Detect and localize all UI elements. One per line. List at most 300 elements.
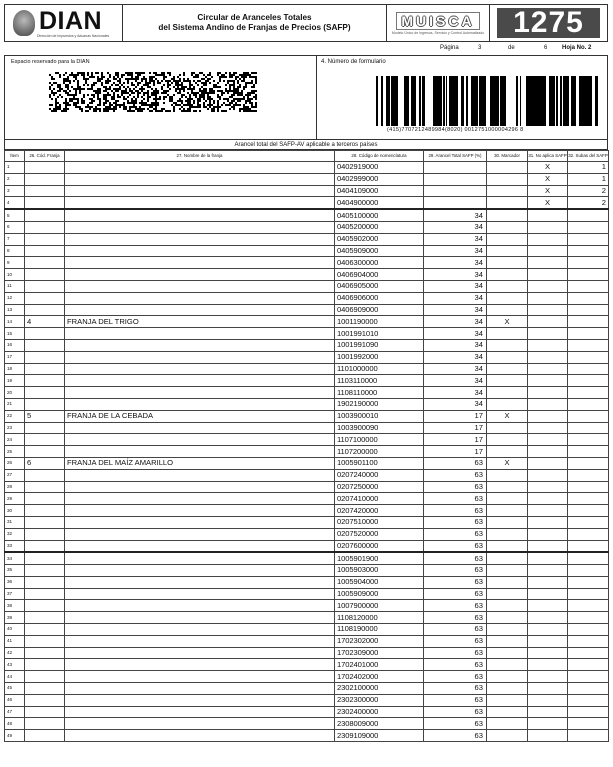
table-section-title: Arancel total del SAFP-AV aplicable a terceros países: [4, 140, 608, 150]
cell-item: 31: [5, 516, 25, 528]
cell-code: 0405902000: [335, 233, 424, 245]
form-number-field: [317, 56, 607, 139]
table-row: [5, 221, 609, 233]
cell-name: FRANJA DE LA CEBADA: [65, 410, 335, 422]
cell-mark: [487, 209, 528, 221]
cell-mark: [487, 245, 528, 257]
cell-noap: [528, 718, 568, 730]
cell-name: [65, 718, 335, 730]
cell-mark: [487, 339, 528, 351]
table-row: [5, 718, 609, 730]
cell-code: 1103110000: [335, 375, 424, 387]
sheet-number: Hoja No. 2: [562, 45, 592, 51]
table-row: [5, 635, 609, 647]
table-row: [5, 209, 609, 221]
cell-rate: 63: [424, 683, 487, 695]
cell-cod: [25, 185, 65, 197]
cell-noap: [528, 469, 568, 481]
cell-noap: [528, 257, 568, 269]
cell-noap: [528, 552, 568, 564]
cell-code: 2302300000: [335, 694, 424, 706]
cell-sub: [568, 257, 609, 269]
cell-noap: [528, 304, 568, 316]
page-label: Página: [440, 45, 459, 51]
cell-cod: [25, 565, 65, 577]
cell-item: 48: [5, 718, 25, 730]
table-row: [5, 233, 609, 245]
table-row: [5, 671, 609, 683]
table-row: [5, 446, 609, 458]
table-row: [5, 257, 609, 269]
cell-noap: [528, 363, 568, 375]
cell-rate: 63: [424, 576, 487, 588]
table-row: [5, 304, 609, 316]
cell-item: 47: [5, 706, 25, 718]
cell-noap: [528, 671, 568, 683]
cell-rate: 63: [424, 659, 487, 671]
cell-code: 1108120000: [335, 612, 424, 624]
cell-rate: 34: [424, 221, 487, 233]
cell-code: 0404109000: [335, 185, 424, 197]
cell-item: 6: [5, 221, 25, 233]
cell-cod: [25, 269, 65, 281]
2d-barcode-icon: [49, 72, 257, 112]
table-row: [5, 375, 609, 387]
cell-mark: [487, 233, 528, 245]
cell-rate: 63: [424, 540, 487, 552]
cell-mark: [487, 257, 528, 269]
cell-mark: [487, 434, 528, 446]
cell-mark: [487, 600, 528, 612]
reserved-label: Espacio reservado para la DIAN: [11, 59, 90, 65]
cell-sub: [568, 233, 609, 245]
cell-rate: 34: [424, 209, 487, 221]
cell-cod: [25, 635, 65, 647]
cell-noap: [528, 540, 568, 552]
cell-mark: [487, 576, 528, 588]
cell-item: 16: [5, 339, 25, 351]
cell-rate: 34: [424, 387, 487, 399]
cell-code: 2302100000: [335, 683, 424, 695]
cell-rate: 63: [424, 612, 487, 624]
cell-item: 34: [5, 552, 25, 564]
table-row: [5, 469, 609, 481]
cell-name: [65, 387, 335, 399]
cell-code: 1005903000: [335, 565, 424, 577]
cell-code: 1702401000: [335, 659, 424, 671]
cell-item: 38: [5, 600, 25, 612]
cell-rate: 34: [424, 292, 487, 304]
cell-code: 0207410000: [335, 493, 424, 505]
form-number-box: [490, 5, 607, 41]
cell-noap: X: [528, 162, 568, 174]
cell-sub: [568, 528, 609, 540]
cell-cod: [25, 624, 65, 636]
cell-noap: [528, 481, 568, 493]
col-cod-header: 26. Cód. Franja: [25, 151, 65, 162]
cell-sub: [568, 505, 609, 517]
cell-cod: [25, 588, 65, 600]
cell-item: 15: [5, 328, 25, 340]
cell-rate: 34: [424, 245, 487, 257]
table-row: [5, 565, 609, 577]
cell-mark: [487, 505, 528, 517]
table-row: [5, 706, 609, 718]
cell-item: 39: [5, 612, 25, 624]
cell-name: [65, 257, 335, 269]
cell-sub: [568, 375, 609, 387]
of-label: de: [508, 45, 515, 51]
cell-rate: 63: [424, 635, 487, 647]
cell-name: [65, 422, 335, 434]
cell-name: [65, 469, 335, 481]
cell-item: 37: [5, 588, 25, 600]
cell-rate: 34: [424, 351, 487, 363]
cell-sub: [568, 292, 609, 304]
cell-cod: [25, 612, 65, 624]
cell-mark: [487, 162, 528, 174]
cell-code: 0207420000: [335, 505, 424, 517]
cell-rate: 63: [424, 528, 487, 540]
table-row: [5, 540, 609, 552]
page-number: 3: [478, 45, 482, 51]
cell-sub: [568, 588, 609, 600]
cell-noap: [528, 221, 568, 233]
cell-code: 0405200000: [335, 221, 424, 233]
cell-name: [65, 730, 335, 742]
cell-noap: [528, 351, 568, 363]
cell-code: 0402919000: [335, 162, 424, 174]
cell-cod: [25, 339, 65, 351]
cell-rate: 17: [424, 434, 487, 446]
cell-mark: [487, 493, 528, 505]
cell-sub: [568, 328, 609, 340]
cell-sub: [568, 280, 609, 292]
cell-cod: [25, 493, 65, 505]
cell-code: 1005901900: [335, 552, 424, 564]
cell-cod: [25, 434, 65, 446]
cell-name: [65, 493, 335, 505]
cell-sub: [568, 363, 609, 375]
muisca-logo: [387, 5, 490, 41]
cell-noap: [528, 209, 568, 221]
cell-mark: [487, 706, 528, 718]
cell-name: [65, 233, 335, 245]
cell-code: 1005904000: [335, 576, 424, 588]
cell-name: [65, 398, 335, 410]
cell-mark: [487, 624, 528, 636]
cell-rate: 34: [424, 280, 487, 292]
cell-sub: 1: [568, 173, 609, 185]
cell-mark: [487, 422, 528, 434]
cell-item: 26: [5, 457, 25, 469]
cell-name: FRANJA DEL TRIGO: [65, 316, 335, 328]
cell-name: [65, 173, 335, 185]
cell-rate: 17: [424, 446, 487, 458]
cell-name: [65, 328, 335, 340]
cell-cod: 4: [25, 316, 65, 328]
cell-rate: [424, 197, 487, 209]
cell-mark: [487, 387, 528, 399]
cell-rate: [424, 162, 487, 174]
cell-cod: [25, 718, 65, 730]
cell-noap: [528, 422, 568, 434]
table-row: [5, 434, 609, 446]
cell-cod: [25, 647, 65, 659]
tariff-table: [4, 150, 609, 742]
cell-mark: [487, 197, 528, 209]
cell-code: 2309109000: [335, 730, 424, 742]
cell-item: 10: [5, 269, 25, 281]
cell-sub: [568, 493, 609, 505]
table-row: [5, 683, 609, 695]
cell-mark: [487, 375, 528, 387]
form-title-line-1: Circular de Aranceles Totales: [197, 13, 312, 22]
cell-mark: [487, 516, 528, 528]
cell-mark: X: [487, 457, 528, 469]
table-row: [5, 363, 609, 375]
cell-rate: 63: [424, 671, 487, 683]
table-row: [5, 505, 609, 517]
cell-noap: X: [528, 197, 568, 209]
cell-noap: [528, 328, 568, 340]
cell-code: 0402999000: [335, 173, 424, 185]
cell-sub: [568, 351, 609, 363]
dian-reserved-box: [5, 56, 317, 139]
cell-sub: 2: [568, 197, 609, 209]
table-row: [5, 730, 609, 742]
cell-noap: [528, 493, 568, 505]
cell-noap: [528, 694, 568, 706]
cell-item: 40: [5, 624, 25, 636]
cell-noap: [528, 516, 568, 528]
cell-rate: 63: [424, 552, 487, 564]
cell-sub: [568, 516, 609, 528]
cell-cod: [25, 481, 65, 493]
table-row: [5, 624, 609, 636]
table-row: [5, 410, 609, 422]
cell-noap: [528, 505, 568, 517]
cell-cod: [25, 375, 65, 387]
cell-cod: 6: [25, 457, 65, 469]
cell-code: 0207510000: [335, 516, 424, 528]
cell-name: [65, 694, 335, 706]
cell-noap: [528, 588, 568, 600]
cell-item: 5: [5, 209, 25, 221]
cell-cod: [25, 363, 65, 375]
cell-mark: [487, 173, 528, 185]
table-row: [5, 481, 609, 493]
muisca-text: MUISCA: [396, 12, 479, 30]
cell-sub: [568, 671, 609, 683]
cell-noap: [528, 316, 568, 328]
cell-mark: [487, 280, 528, 292]
col-name-header: 27. Nombre de la franja: [65, 151, 335, 162]
cell-mark: [487, 446, 528, 458]
cell-item: 43: [5, 659, 25, 671]
cell-name: [65, 552, 335, 564]
cell-code: 0207240000: [335, 469, 424, 481]
cell-mark: [487, 304, 528, 316]
cell-item: 2: [5, 173, 25, 185]
cell-mark: [487, 221, 528, 233]
table-row: [5, 339, 609, 351]
cell-noap: [528, 410, 568, 422]
cell-mark: [487, 683, 528, 695]
cell-sub: [568, 457, 609, 469]
cell-mark: [487, 694, 528, 706]
cell-sub: [568, 565, 609, 577]
page-info: [4, 42, 608, 55]
cell-item: 27: [5, 469, 25, 481]
table-header-row: [5, 151, 609, 162]
cell-name: [65, 624, 335, 636]
cell-rate: 63: [424, 694, 487, 706]
cell-item: 18: [5, 363, 25, 375]
cell-mark: [487, 659, 528, 671]
cell-name: [65, 245, 335, 257]
cell-name: [65, 292, 335, 304]
cell-cod: [25, 505, 65, 517]
cell-name: [65, 185, 335, 197]
cell-code: 0405100000: [335, 209, 424, 221]
cell-name: [65, 540, 335, 552]
cell-sub: [568, 694, 609, 706]
cell-item: 46: [5, 694, 25, 706]
table-row: [5, 162, 609, 174]
cell-rate: 34: [424, 257, 487, 269]
table-row: [5, 457, 609, 469]
cell-item: 9: [5, 257, 25, 269]
table-row: [5, 576, 609, 588]
cell-name: [65, 434, 335, 446]
cell-sub: [568, 540, 609, 552]
cell-noap: [528, 457, 568, 469]
cell-noap: [528, 398, 568, 410]
cell-cod: [25, 304, 65, 316]
cell-sub: [568, 647, 609, 659]
cell-rate: 63: [424, 481, 487, 493]
cell-name: [65, 635, 335, 647]
cell-name: [65, 588, 335, 600]
cell-noap: [528, 528, 568, 540]
cell-cod: [25, 173, 65, 185]
form-header: [4, 4, 608, 42]
cell-name: [65, 528, 335, 540]
cell-rate: 63: [424, 469, 487, 481]
cell-rate: 34: [424, 375, 487, 387]
table-row: [5, 351, 609, 363]
cell-rate: [424, 185, 487, 197]
cell-sub: [568, 387, 609, 399]
cell-cod: [25, 469, 65, 481]
cell-cod: [25, 576, 65, 588]
cell-item: 3: [5, 185, 25, 197]
table-row: [5, 493, 609, 505]
cell-rate: 63: [424, 457, 487, 469]
cell-mark: [487, 351, 528, 363]
cell-cod: [25, 162, 65, 174]
cell-code: 0207520000: [335, 528, 424, 540]
cell-sub: [568, 316, 609, 328]
cell-noap: X: [528, 185, 568, 197]
cell-name: [65, 671, 335, 683]
cell-mark: [487, 269, 528, 281]
cell-rate: 34: [424, 363, 487, 375]
cell-code: 1702302000: [335, 635, 424, 647]
cell-cod: [25, 280, 65, 292]
cell-name: [65, 304, 335, 316]
cell-item: 30: [5, 505, 25, 517]
cell-item: 45: [5, 683, 25, 695]
cell-item: 12: [5, 292, 25, 304]
cell-sub: [568, 576, 609, 588]
cell-sub: [568, 304, 609, 316]
cell-code: 0207250000: [335, 481, 424, 493]
cell-item: 7: [5, 233, 25, 245]
cell-code: 1702402000: [335, 671, 424, 683]
cell-item: 36: [5, 576, 25, 588]
cell-sub: [568, 706, 609, 718]
table-row: [5, 269, 609, 281]
cell-item: 49: [5, 730, 25, 742]
cell-name: [65, 647, 335, 659]
cell-rate: 63: [424, 516, 487, 528]
table-row: [5, 588, 609, 600]
cell-mark: [487, 730, 528, 742]
cell-name: [65, 659, 335, 671]
cell-rate: 34: [424, 398, 487, 410]
cell-name: [65, 351, 335, 363]
cell-code: 2302400000: [335, 706, 424, 718]
cell-sub: [568, 410, 609, 422]
cell-name: [65, 162, 335, 174]
cell-code: 0207600000: [335, 540, 424, 552]
cell-sub: 2: [568, 185, 609, 197]
cell-code: 1101000000: [335, 363, 424, 375]
cell-rate: 63: [424, 624, 487, 636]
cell-noap: [528, 387, 568, 399]
cell-rate: 63: [424, 505, 487, 517]
cell-sub: 1: [568, 162, 609, 174]
cell-sub: [568, 552, 609, 564]
cell-rate: 63: [424, 600, 487, 612]
cell-sub: [568, 612, 609, 624]
cell-mark: [487, 528, 528, 540]
cell-mark: [487, 718, 528, 730]
cell-sub: [568, 600, 609, 612]
cell-rate: 63: [424, 730, 487, 742]
cell-noap: [528, 635, 568, 647]
muisca-tagline: Modelo Único de Ingresos, Servicio y Control Automatizado: [391, 30, 485, 35]
cell-noap: [528, 375, 568, 387]
cell-cod: [25, 398, 65, 410]
cell-sub: [568, 398, 609, 410]
cell-noap: [528, 269, 568, 281]
cell-cod: [25, 516, 65, 528]
cell-sub: [568, 339, 609, 351]
cell-item: 8: [5, 245, 25, 257]
table-row: [5, 328, 609, 340]
cell-cod: 5: [25, 410, 65, 422]
form-title-line-2: del Sistema Andino de Franjas de Precios (SAFP): [158, 23, 351, 32]
cell-mark: [487, 540, 528, 552]
cell-name: [65, 516, 335, 528]
cell-mark: [487, 647, 528, 659]
cell-item: 20: [5, 387, 25, 399]
cell-cod: [25, 221, 65, 233]
table-row: [5, 185, 609, 197]
